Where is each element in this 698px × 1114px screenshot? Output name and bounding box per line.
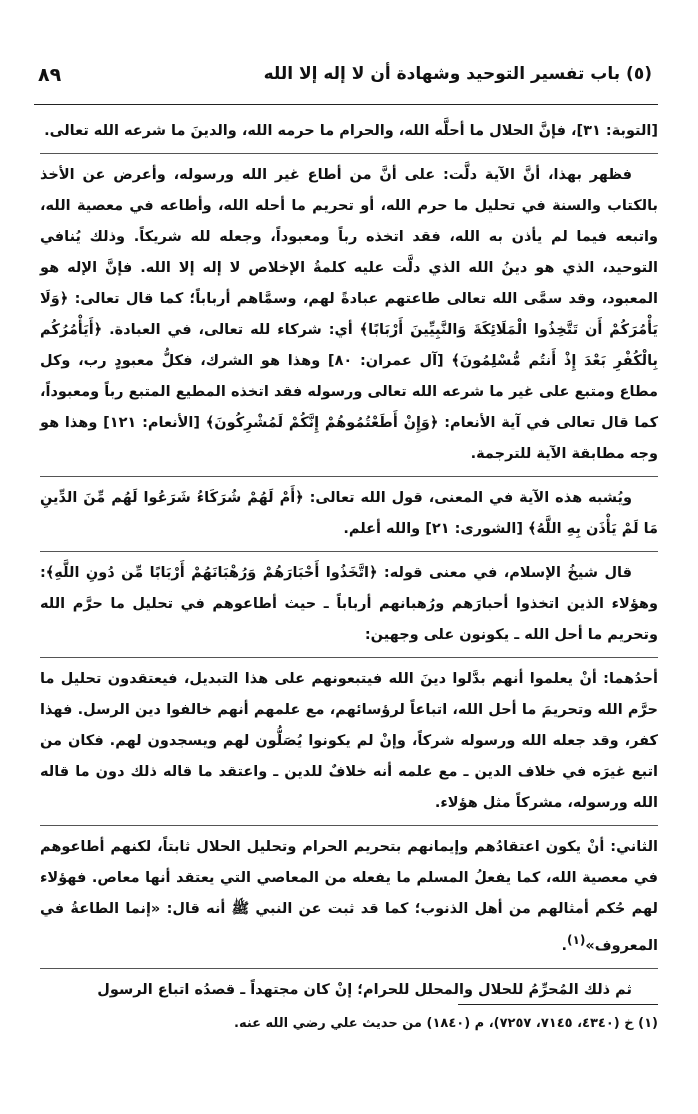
paragraph-second-aspect: الثاني: أنْ يكون اعتقادُهم وإيمانهم بتحريم الحرام وتحليل الحلال ثابتاً، لكنهم أطاعوهم في معصية الله، كما يفعلُ المسلم ما يفعله من المعاصي التي يعتقد أنها معاص. فهؤلاء لهم حُكم أمثالهم من أهل الذنوب؛ كما قد ثبت عن النبي ﷺ أنه قال: «إنما الطاعةُ في المعروف»$^{(١)}$. [40, 832, 658, 969]
paragraph-6-text: أنْ يكون اعتقادُهم وإيمانهم بتحريم الحرام وتحليل الحلال ثابتاً، لكنهم أطاعوهم في معصية الله، كما يفعلُ المسلم ما يفعله من المعاصي التي يعتقد أنها معاص. فهؤلاء لهم حُكم أمثالهم من أهل الذنوب؛ كما قد ثبت عن النبي ﷺ أنه قال: [40, 839, 658, 917]
page-number: ٨٩ [38, 64, 62, 86]
paragraph-1: [التوبة: ٣١]، فإنَّ الحلال ما أحلَّه الله، والحرام ما حرمه الله، والدينَ ما شرعه الله تعالى. [40, 116, 658, 154]
paragraph-first-aspect [40, 664, 658, 826]
footnote: (١) خ (٤٣٤٠، ٧١٤٥، ٧٢٥٧)، م (١٨٤٠) من حديث علي رضي الله عنه. [234, 1016, 658, 1031]
footnote-rule [458, 1004, 658, 1005]
page-header [34, 62, 652, 96]
paragraph-7: ثم ذلك المُحرِّمُ للحلال والمحلل للحرام؛ إنْ كان مجتهداً ـ قصدُه اتباع الرسول [97, 981, 632, 998]
running-title: (٥) باب تفسير التوحيد وشهادة أن لا إله إلا الله [263, 64, 652, 84]
footnote-ref: (١) [566, 933, 586, 947]
hadith-quote: «إنما الطاعةُ في المعروف» [40, 901, 658, 954]
paragraph-5-text: أنْ يعلموا أنهم بدَّلوا دينَ الله فيتبعونهم على هذا التبديل، فيعتقدون تحليل ما حرَّم الله وتحريمَ ما أحل الله، اتباعاً لرؤسائهم، مع علمهم أنهم خالفوا دين الرسل. فهذا كفر، وقد جعله الله ورسوله شركاً، وإنْ لم يكونوا يُصَلُّون لهم ويسجدون لهم. فكان من اتبع غيرَه في خلاف الدين ـ مع علمه أنه خلافٌ للدين ـ واعتقد ما قاله ذلك دون ما قاله الله ورسوله، مشركاً مثل هؤلاء. [40, 671, 658, 811]
main-text [40, 116, 658, 1006]
paragraph-3: ويُشبه هذه الآية في المعنى، قول الله تعالى: ﴿أَمْ لَهُمْ شُرَكَاءُ شَرَعُوا لَهُم مِّنَ الدِّينِ مَا لَمْ يَأْذَن بِهِ اللَّهُ﴾ [الشورى: ٢١] والله أعلم. [40, 483, 658, 552]
term-second: الثاني: [610, 839, 658, 855]
paragraph-2: فظهر بهذا، أنَّ الآية دلَّت: على أنَّ من أطاع غير الله ورسوله، وأعرض عن الأخذ بالكتاب والسنة في تحليل ما حرم الله، أو تحريم ما أحله الله، وأطاعه في معصية الله، واتبعه فيما لم يأذن به الله، فقد اتخذه رباً ومعبوداً، وجعله لله شريكاً. وذلك يُنافي التوحيد، الذي هو دينُ الله الذي دلَّت عليه كلمةُ الإخلاص لا إله إلا الله. فإنَّ الإله هو المعبود، وقد سمَّى الله تعالى طاعتهم عبادةً لهم، وسمَّاهم أرباباً؛ كما قال تعالى: ﴿وَلَا يَأْمُرَكُمْ أَن تَتَّخِذُوا الْمَلَائِكَةَ وَالنَّبِيِّينَ أَرْبَابًا﴾ أي: شركاء لله تعالى، في العبادة. ﴿أَيَأْمُرُكُم بِالْكُفْرِ بَعْدَ إِذْ أَنتُم مُّسْلِمُونَ﴾ [آل عمران: ٨٠] وهذا هو الشرك، فكلُّ معبودٍ رب، وكل مطاع ومتبع على غير ما شرعه الله تعالى ورسوله فقد اتخذه المطيع المتبع رباً ومعبوداً، كما قال تعالى في آية الأنعام: ﴿وَإِنْ أَطَعْتُمُوهُمْ إِنَّكُمْ لَمُشْرِكُونَ﴾ [الأنعام: ١٢١] وهذا هو وجه مطابقة الآية للترجمة. [40, 160, 658, 477]
header-rule [34, 104, 658, 105]
term-first: أحدُهما: [603, 671, 658, 687]
paragraph-4: قال شيخُ الإسلام، في معنى قوله: ﴿اتَّخَذُوا أَحْبَارَهُمْ وَرُهْبَانَهُمْ أَرْبَابًا مِّن دُونِ اللَّهِ﴾: وهؤلاء الذين اتخذوا أحبارَهم ورُهبانهم أرباباً ـ حيث أطاعوهم في تحليل ما حرَّم الله وتحريم ما أحل الله ـ يكونون على وجهين: [40, 558, 658, 658]
